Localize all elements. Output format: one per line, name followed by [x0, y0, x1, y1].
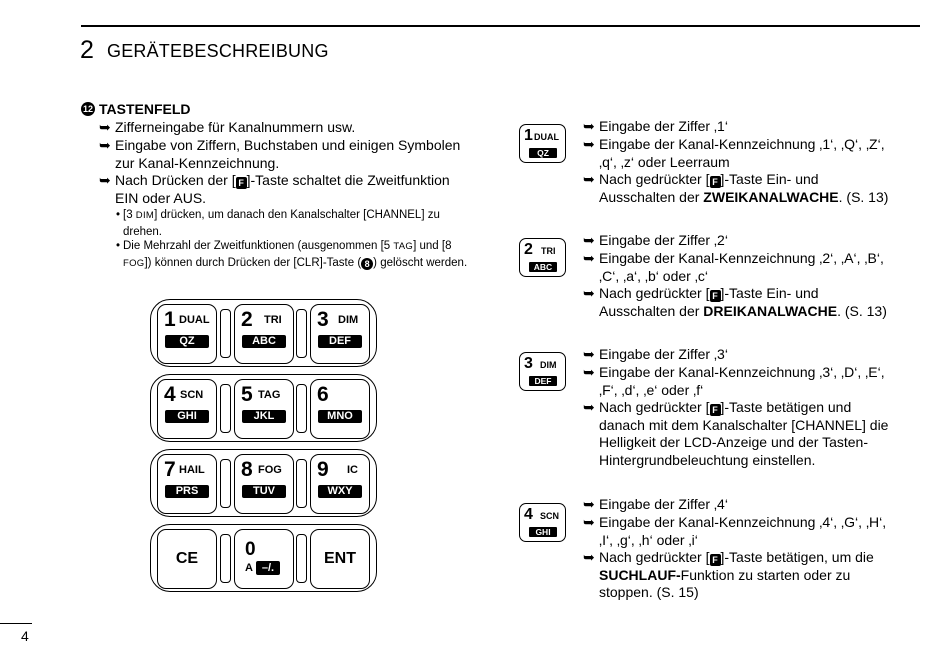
arrow-icon: ➥: [99, 172, 111, 188]
f-key-icon: F: [236, 177, 247, 189]
key-5-tag[interactable]: 5 TAG JKL: [234, 379, 294, 439]
right-item-4-line-1: ➥ Eingabe der Ziffer ‚4‘: [583, 496, 728, 512]
right-item-4-line-3: ➥ Nach gedrückter [ F ]-Taste betätigen, um die SUCHLAUF-Funktion zu starten oder zu stoppen. (S. 15): [583, 549, 874, 600]
arrow-icon: ➥: [583, 549, 595, 565]
key-separator: [296, 459, 307, 508]
arrow-icon: ➥: [99, 137, 111, 153]
left-bullet-1: ➥ Zifferneingabe für Kanalnummern usw.: [99, 119, 356, 135]
right-item-3-line-1: ➥ Eingabe der Ziffer ‚3‘: [583, 346, 728, 362]
sub-bullet-2: • Die Mehrzahl der Zweitfunktionen (ausgenommen [5 TAG] und [8 FOG]) können durch Drücken der [CLR]-Taste ( 8 ) gelöscht werden.: [116, 240, 468, 269]
arrow-icon: ➥: [583, 514, 595, 530]
chapter-number: 2: [80, 36, 94, 64]
arrow-icon: ➥: [583, 346, 595, 362]
arrow-icon: ➥: [99, 119, 111, 135]
key-separator: [220, 459, 231, 508]
key-4-scn[interactable]: 4 SCN GHI: [157, 379, 217, 439]
key-ent[interactable]: ENT: [310, 529, 370, 589]
key-ce[interactable]: CE: [157, 529, 217, 589]
arrow-icon: ➥: [583, 250, 595, 266]
arrow-icon: ➥: [583, 232, 595, 248]
page-number: 4: [21, 628, 29, 644]
chapter-title: GERÄTEBESCHREIBUNG: [107, 41, 329, 61]
right-item-1-line-3: ➥ Nach gedrückter [ F ]-Taste Ein- und Ausschalten der ZWEIKANALWACHE. (S. 13): [583, 171, 889, 205]
arrow-icon: ➥: [583, 364, 595, 380]
f-key-icon: F: [710, 404, 721, 416]
right-item-3-line-2: ➥ Eingabe der Kanal-Kennzeichnung ‚3‘, ‚D‘, ‚E‘, ‚F‘, ‚d‘, ‚e‘ oder ‚f‘: [583, 364, 885, 398]
section-heading: [81, 101, 191, 117]
icon-key-2-tri: 2 TRI ABC: [519, 238, 566, 277]
key-7-hail[interactable]: 7 HAIL PRS: [157, 454, 217, 514]
key-0[interactable]: 0 A –/.: [234, 529, 294, 589]
left-bullet-2: ➥ Eingabe von Ziffern, Buchstaben und einigen Symbolen zur Kanal-Kennzeichnung.: [99, 137, 461, 171]
key-separator: [296, 534, 307, 583]
key-separator: [220, 309, 231, 358]
section-title: TASTENFELD: [99, 101, 191, 117]
sub-bullet-1: • [3 DIM] drücken, um danach den Kanalschalter [CHANNEL] zu drehen.: [116, 209, 440, 238]
key-separator: [296, 384, 307, 433]
key-2-tri[interactable]: 2 TRI ABC: [234, 304, 294, 364]
key-separator: [220, 534, 231, 583]
key-separator: [220, 384, 231, 433]
arrow-icon: ➥: [583, 285, 595, 301]
key-8-fog[interactable]: 8 FOG TUV: [234, 454, 294, 514]
icon-key-1-dual: 1 DUAL QZ: [519, 124, 566, 163]
f-key-icon: F: [710, 290, 721, 302]
key-6[interactable]: 6 MNO: [310, 379, 370, 439]
right-item-2-line-3: ➥ Nach gedrückter [ F ]-Taste Ein- und Ausschalten der DREIKANALWACHE. (S. 13): [583, 285, 887, 319]
key-1-dual[interactable]: 1 DUAL QZ: [157, 304, 217, 364]
icon-key-4-scn: 4 SCN GHI: [519, 503, 566, 542]
right-item-1-line-1: ➥ Eingabe der Ziffer ‚1‘: [583, 118, 728, 134]
clr-key-marker: 8: [361, 258, 373, 270]
right-item-4-line-2: ➥ Eingabe der Kanal-Kennzeichnung ‚4‘, ‚G‘, ‚H‘, ‚I‘, ‚g‘, ‚h‘ oder ‚i‘: [583, 514, 887, 548]
key-9-ic[interactable]: 9 IC WXY: [310, 454, 370, 514]
icon-key-3-dim: 3 DIM DEF: [519, 352, 566, 391]
arrow-icon: ➥: [583, 171, 595, 187]
arrow-icon: ➥: [583, 136, 595, 152]
arrow-icon: ➥: [583, 399, 595, 415]
key-3-dim[interactable]: 3 DIM DEF: [310, 304, 370, 364]
right-item-2-line-2: ➥ Eingabe der Kanal-Kennzeichnung ‚2‘, ‚A‘, ‚B‘, ‚C‘, ‚a‘, ‚b‘ oder ‚c‘: [583, 250, 884, 284]
section-marker: 12: [82, 104, 93, 114]
f-key-icon: F: [710, 176, 721, 188]
left-bullet-3: ➥ Nach Drücken der [ F ]-Taste schaltet die Zweitfunktion EIN oder AUS.: [99, 172, 450, 206]
header-rule: [81, 25, 920, 27]
right-item-3-line-3: ➥ Nach gedrückter [ F ]-Taste betätigen und danach mit dem Kanalschalter [CHANNEL] die Helligkeit der LCD-Anzeige und der Tasten-Hintergrundbeleuchtung einstellen.: [583, 399, 889, 468]
key-separator: [296, 309, 307, 358]
f-key-icon: F: [710, 554, 721, 566]
arrow-icon: ➥: [583, 496, 595, 512]
right-item-1-line-2: ➥ Eingabe der Kanal-Kennzeichnung ‚1‘, ‚Q‘, ‚Z‘, ‚q‘, ‚z‘ oder Leerraum: [583, 136, 885, 170]
arrow-icon: ➥: [583, 118, 595, 134]
right-item-2-line-1: ➥ Eingabe der Ziffer ‚2‘: [583, 232, 728, 248]
footer-rule: [0, 623, 32, 624]
